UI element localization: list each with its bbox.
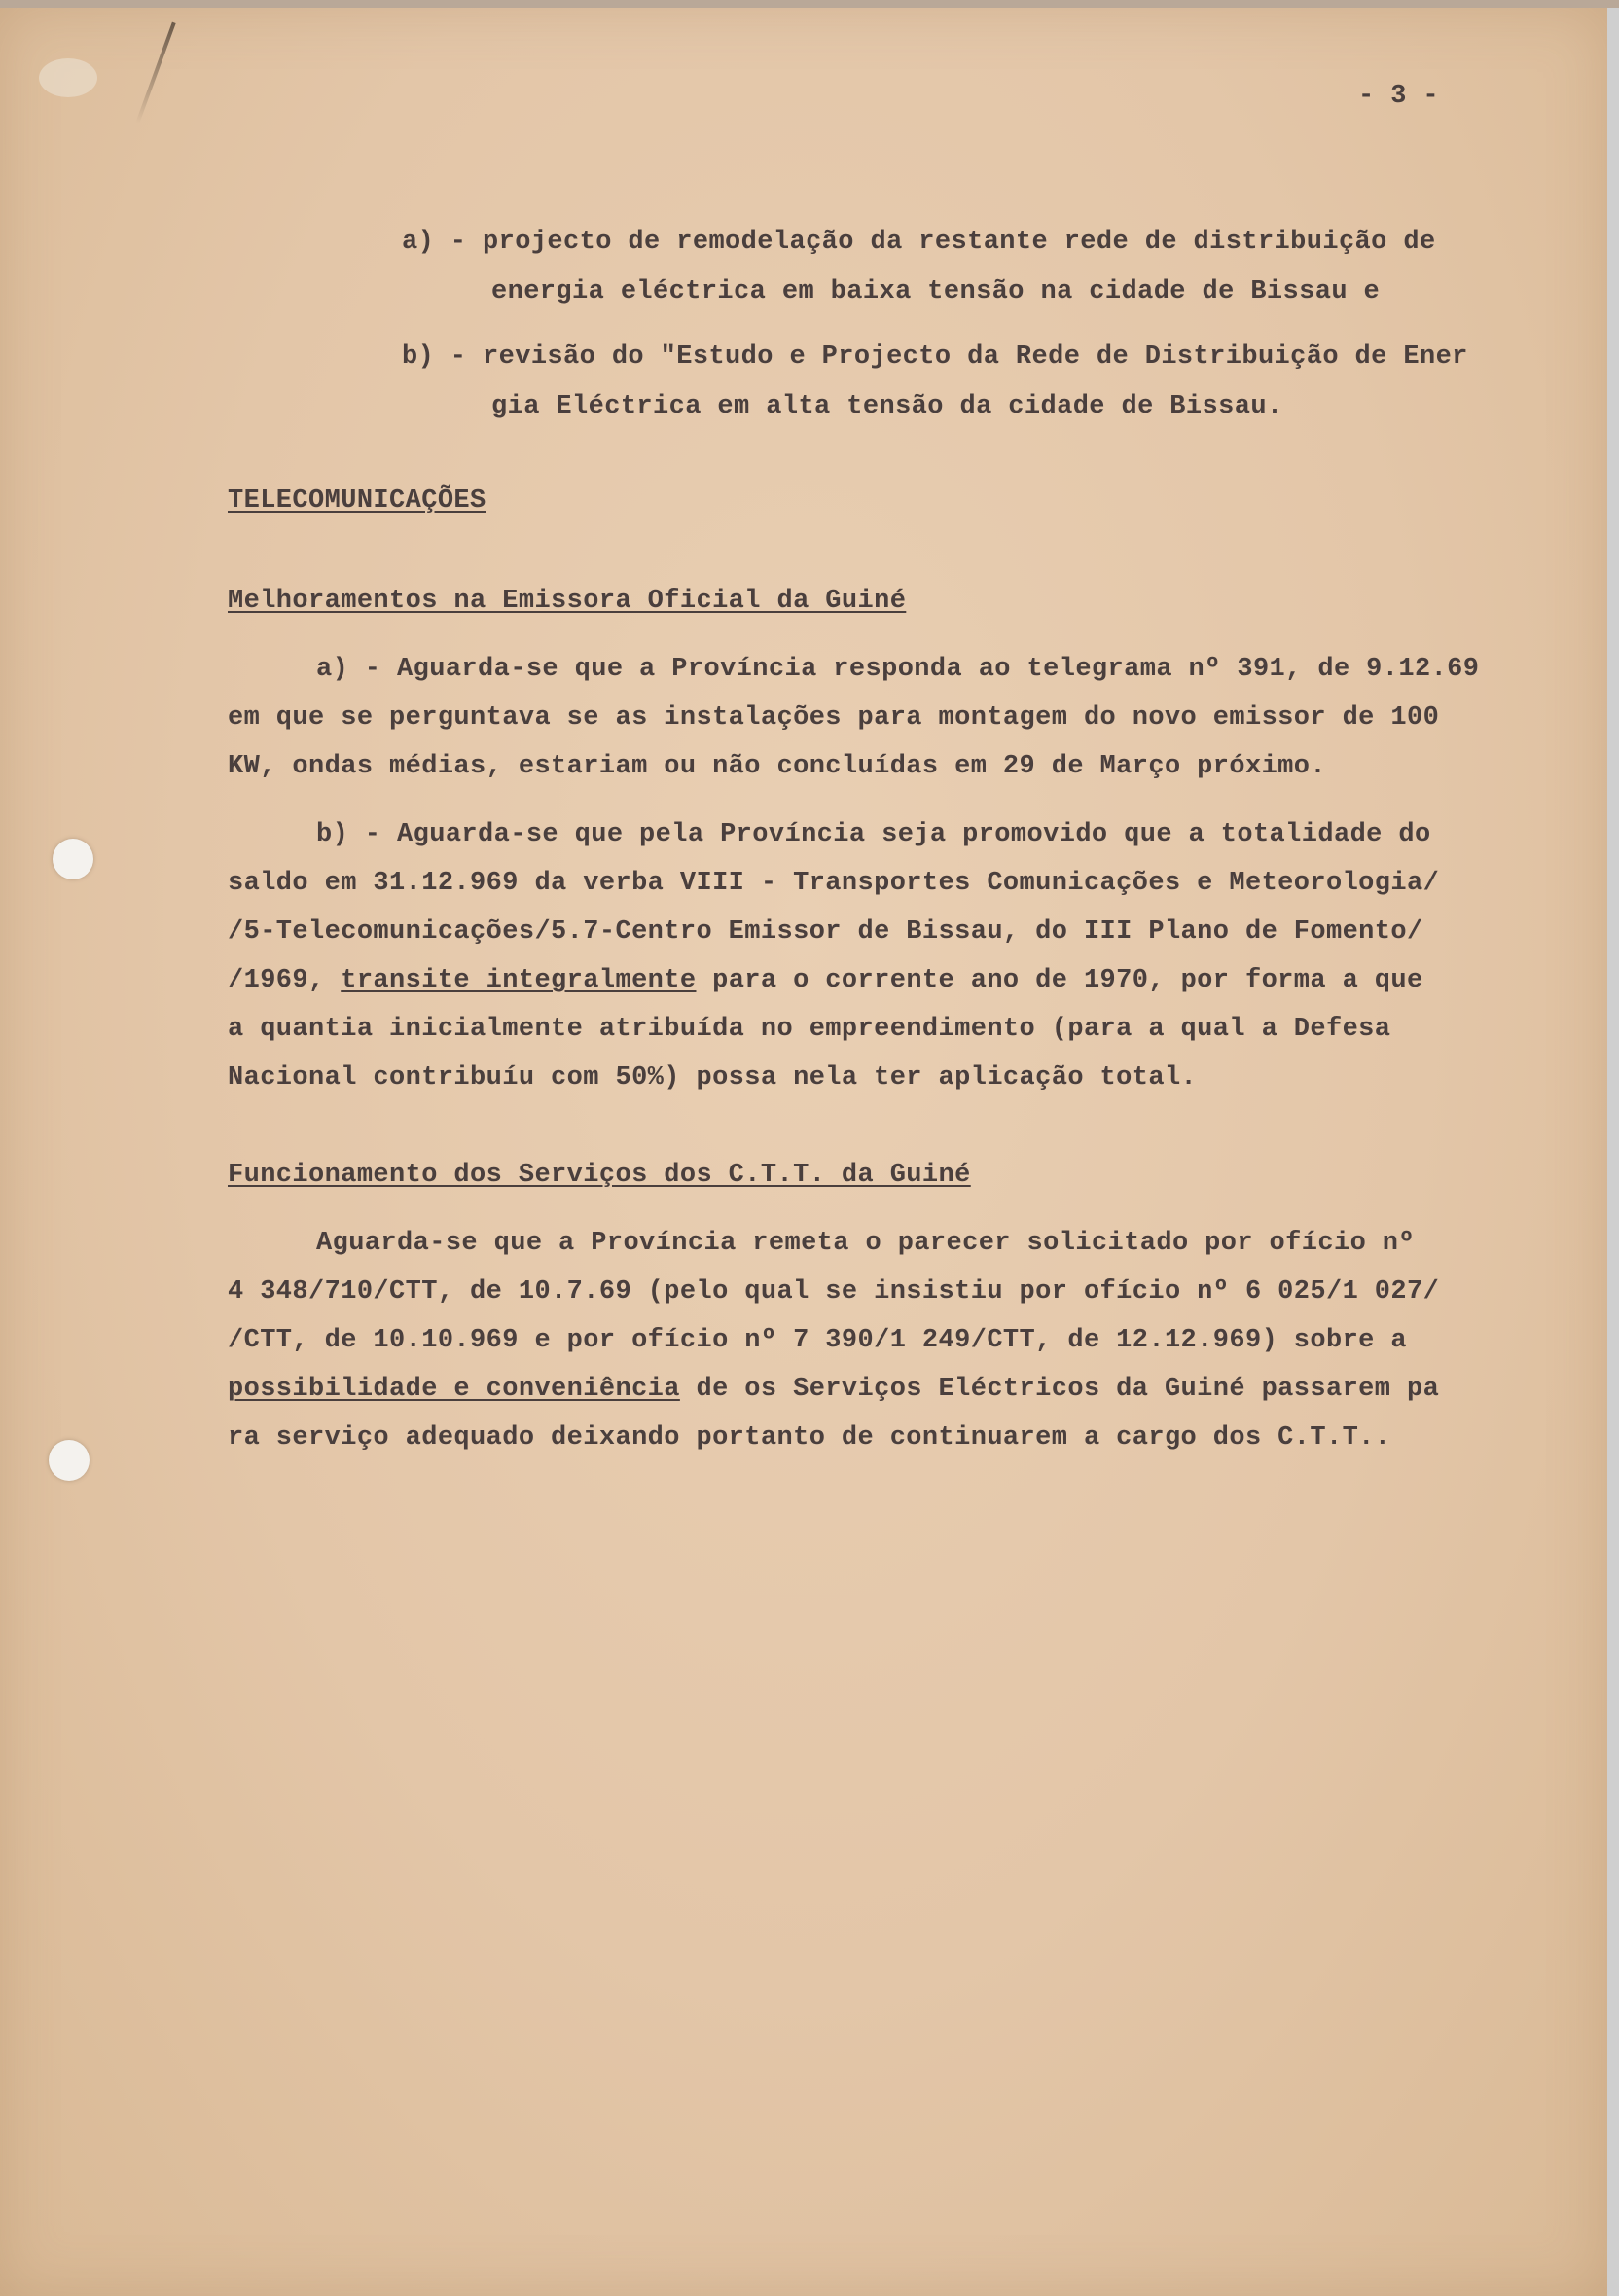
- emissora-b-line-6: Nacional contribuíu com 50%) possa nela ter aplicação total.: [228, 1063, 1198, 1093]
- section-heading-telecomunicacoes: TELECOMUNICAÇÕES: [228, 486, 486, 516]
- emissora-b-line-5: a quantia inicialmente atribuída no empreendimento (para a qual a Defesa: [228, 1015, 1391, 1044]
- ctt-line-4: [228, 1375, 1439, 1404]
- ctt-line-1: Aguarda-se que a Província remeta o parecer solicitado por ofício nº: [316, 1229, 1415, 1258]
- ctt-line-3: /CTT, de 10.10.969 e por ofício nº 7 390/1 249/CTT, de 12.12.969) sobre a: [228, 1326, 1407, 1355]
- emissora-b-line-3: /5-Telecomunicações/5.7-Centro Emissor de Bissau, do III Plano de Fomento/: [228, 917, 1423, 947]
- ctt-line-4-post: de os Serviços Eléctricos da Guiné passarem pa: [679, 1375, 1440, 1404]
- page-number: - 3 -: [1358, 82, 1440, 111]
- paper-tear-mark: [39, 58, 97, 97]
- emissora-a-line-2: em que se perguntava se as instalações para montagem do novo emissor de 100: [228, 703, 1440, 733]
- heading-emissora: Melhoramentos na Emissora Oficial da Guiné: [228, 587, 907, 616]
- emissora-b-line-1: b) - Aguarda-se que pela Província seja promovido que a totalidade do: [316, 820, 1431, 849]
- emissora-b-line-4-pre: /1969,: [228, 966, 342, 995]
- list-item-a-line-1: a) - projecto de remodelação da restante rede de distribuição de: [402, 228, 1436, 257]
- punch-hole-top: [53, 839, 93, 879]
- scan-edge: [1607, 8, 1619, 2296]
- ctt-line-5: ra serviço adequado deixando portanto de continuarem a cargo dos C.T.T..: [228, 1423, 1391, 1453]
- list-item-b-line-2: gia Eléctrica em alta tensão da cidade de Bissau.: [491, 392, 1283, 421]
- emissora-b-line-4-post: para o corrente ano de 1970, por forma a que: [696, 966, 1423, 995]
- emissora-b-line-2: saldo em 31.12.969 da verba VIII - Transportes Comunicações e Meteorologia/: [228, 869, 1440, 898]
- list-item-a-line-2: energia eléctrica em baixa tensão na cidade de Bissau e: [491, 277, 1381, 306]
- heading-ctt: Funcionamento dos Serviços dos C.T.T. da Guiné: [228, 1161, 971, 1190]
- emissora-a-line-3: KW, ondas médias, estariam ou não concluídas em 29 de Março próximo.: [228, 752, 1326, 781]
- list-item-b-line-1: b) - revisão do "Estudo e Projecto da Rede de Distribuição de Ener: [402, 342, 1468, 372]
- ctt-line-2: 4 348/710/CTT, de 10.7.69 (pelo qual se insistiu por ofício nº 6 025/1 027/: [228, 1277, 1440, 1307]
- ctt-line-4-underlined: possibilidade e conveniência: [228, 1375, 680, 1404]
- emissora-b-line-4-underlined: transite integralmente: [341, 966, 697, 995]
- emissora-b-line-4: [228, 966, 1423, 995]
- emissora-a-line-1: a) - Aguarda-se que a Província responda ao telegrama nº 391, de 9.12.69: [316, 655, 1480, 684]
- punch-hole-bottom: [49, 1440, 90, 1481]
